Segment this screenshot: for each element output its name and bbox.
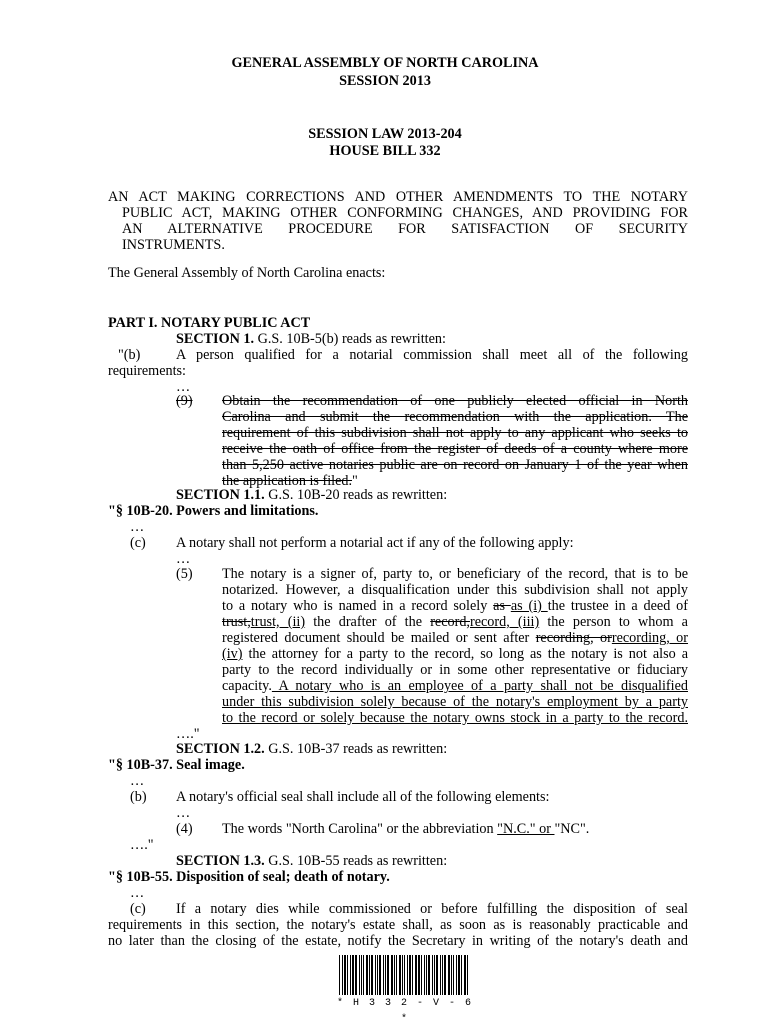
subsection-c-line-2: requirements in this section, the notary's estate shall, as soon as is reasonably practicable and [108, 917, 688, 933]
section-1-3-label: SECTION 1.3. [176, 853, 265, 869]
barcode-bar [361, 955, 362, 995]
closing-quote: " [352, 473, 358, 489]
inserted-text: A notary who is an employee of a party shall not be disqualified [271, 678, 688, 694]
barcode-bar [402, 955, 403, 995]
act-title-line-3: AN ALTERNATIVE PROCEDURE FOR SATISFACTION OF SECURITY [122, 221, 688, 237]
subsection-c-line-3: no later than the closing of the estate, notify the Secretary in writing of the notary's death and [108, 933, 688, 949]
barcode-bar [458, 955, 460, 995]
inserted-text: "N.C." or [497, 821, 555, 837]
inserted-text: record, (iii) [469, 614, 540, 630]
item-5-number: (5) [176, 566, 193, 582]
ellipsis: … [176, 379, 191, 395]
section-1-2-intro [176, 741, 447, 757]
barcode-bar [451, 955, 452, 995]
section-10b-37-heading: "§ 10B-37. Seal image. [108, 757, 245, 773]
text-run: the drafter of the [305, 614, 431, 630]
subsection-c-number: (c) [130, 535, 146, 551]
barcode-bar [426, 955, 427, 995]
subsection-b-number: (b) [130, 789, 147, 805]
subsection-b-line-2: requirements: [108, 363, 187, 379]
barcode-bar [352, 955, 354, 995]
barcode-bar [377, 955, 378, 995]
enacting-clause: The General Assembly of North Carolina enacts: [108, 265, 386, 281]
barcode-bar [415, 955, 417, 995]
assembly-title: GENERAL ASSEMBLY OF NORTH CAROLINA [231, 55, 539, 71]
ellipsis: … [130, 773, 145, 789]
barcode-bar [434, 955, 435, 995]
barcode-bar [399, 955, 401, 995]
deleted-text: as [493, 598, 511, 614]
section-1-1-text: G.S. 10B-20 reads as rewritten: [264, 487, 448, 503]
session-law-number: SESSION LAW 2013-204 [308, 126, 462, 142]
law-identifier [0, 126, 770, 160]
act-title-line-2: PUBLIC ACT, MAKING OTHER CONFORMING CHANGES, AND PROVIDING FOR [122, 205, 688, 221]
item-5-text [222, 566, 688, 726]
deleted-text: trust, [222, 614, 251, 630]
text-run: the person to whom a [539, 614, 688, 630]
section-1-2-text: G.S. 10B-37 reads as rewritten: [264, 741, 448, 757]
barcode-bar [342, 955, 343, 995]
house-bill-number: HOUSE BILL 332 [329, 143, 441, 159]
item-9-line: Obtain the recommendation of one publicly elected official in North [222, 393, 688, 409]
barcode-bar [448, 955, 450, 995]
section-1-2-label: SECTION 1.2. [176, 741, 265, 757]
barcode-bar [428, 955, 430, 995]
item-9-line: than 5,250 active notaries public are on record on January 1 of the year when [222, 457, 688, 473]
barcode-bar [453, 955, 454, 995]
barcode-bar [456, 955, 457, 995]
item-5-line [222, 614, 688, 630]
item-5-line: under this subdivision solely because of the notary's employment by a party [222, 694, 688, 710]
item-9-number: (9) [176, 393, 193, 409]
barcode-bar [404, 955, 405, 995]
inserted-text: trust, (ii) [250, 614, 306, 630]
section-1-3-text: G.S. 10B-55 reads as rewritten: [264, 853, 448, 869]
barcode-bar [412, 955, 413, 995]
item-4-text [222, 821, 589, 837]
text-run: the trustee in a deed of [547, 598, 688, 614]
barcode-bar [464, 955, 466, 995]
item-5-line: to the record or solely because the notary owns stock in a party to the record. [222, 710, 688, 726]
section-1-label: SECTION 1. [176, 331, 255, 347]
ellipsis: … [176, 805, 191, 821]
section-10b-55-heading: "§ 10B-55. Disposition of seal; death of notary. [108, 869, 390, 885]
document-header [0, 54, 770, 90]
item-9-line: requirement of this subdivision shall not apply to any applicant who seeks to [222, 425, 688, 441]
deleted-text: record, [430, 614, 470, 630]
barcode-bar [394, 955, 395, 995]
item-4-number: (4) [176, 821, 193, 837]
barcode-bar [467, 955, 468, 995]
item-9-text [222, 393, 688, 473]
ellipsis: … [130, 885, 145, 901]
subsection-c-text: A notary shall not perform a notarial act if any of the following apply: [176, 535, 574, 551]
barcode-bar [355, 955, 357, 995]
barcode-bar [379, 955, 381, 995]
barcode-bar [350, 955, 351, 995]
section-1-1-intro [176, 487, 447, 503]
barcode-bar [396, 955, 397, 995]
barcode-bar [436, 955, 438, 995]
barcode-bar [409, 955, 411, 995]
text-run: the attorney for a party to the record, so long as the notary is not also a [242, 646, 688, 662]
barcode-bar [391, 955, 393, 995]
item-5-line [222, 646, 688, 662]
part-heading: PART I. NOTARY PUBLIC ACT [108, 315, 311, 331]
barcode-bar [407, 955, 408, 995]
ellipsis: … [176, 551, 191, 567]
closing-ellipsis: …." [176, 726, 200, 742]
session-title: SESSION 2013 [339, 73, 431, 89]
item-5-line [222, 678, 688, 694]
barcode-bar [344, 955, 346, 995]
subsection-c-line-1: If a notary dies while commissioned or before fulfilling the disposition of seal [176, 901, 688, 917]
text-run: registered document should be mailed or sent after [222, 630, 536, 646]
section-1-3-intro [176, 853, 447, 869]
item-5-line [222, 630, 688, 646]
barcode-bar [366, 955, 368, 995]
barcode-bar [383, 955, 384, 995]
ellipsis: … [130, 519, 145, 535]
item-5-line [222, 598, 688, 614]
text-run: The words "North Carolina" or the abbreviation [222, 821, 498, 837]
text-run: capacity. [222, 678, 272, 694]
barcode-text: * H 3 3 2 - V - 6 * [336, 998, 474, 1025]
barcode-bar [461, 955, 462, 995]
barcode-bar [347, 955, 348, 995]
subsection-b-line-1: A person qualified for a notarial commission shall meet all of the following [176, 347, 688, 363]
section-10b-20-heading: "§ 10B-20. Powers and limitations. [108, 503, 319, 519]
barcode-bar [371, 955, 373, 995]
act-title-line-1: AN ACT MAKING CORRECTIONS AND OTHER AMENDMENTS TO THE NOTARY [108, 189, 688, 205]
barcode [339, 955, 471, 995]
section-1-intro [176, 331, 446, 347]
text-run: to a notary who is named in a record solely [222, 598, 494, 614]
barcode-bar [424, 955, 425, 995]
barcode-bar [363, 955, 364, 995]
section-1-text: G.S. 10B-5(b) reads as rewritten: [254, 331, 446, 347]
deleted-text: recording, or [535, 630, 612, 646]
barcode-bar [339, 955, 340, 995]
act-title-line-4: INSTRUMENTS. [122, 237, 225, 253]
section-1-1-label: SECTION 1.1. [176, 487, 265, 503]
item-9-line: receive the oath of office from the register of deeds of a county where more [222, 441, 688, 457]
item-9-line: the application is filed. [222, 473, 353, 489]
barcode-bar [375, 955, 376, 995]
item-9-line: Carolina and submit the recommendation with the application. The [222, 409, 688, 425]
barcode-bar [442, 955, 443, 995]
inserted-text: recording, or [611, 630, 689, 646]
inserted-text: (iv) [222, 646, 243, 662]
barcode-bar [432, 955, 433, 995]
text-run: "NC". [554, 821, 590, 837]
item-5-line: notarized. However, a disqualification under this subdivision shall not apply [222, 582, 688, 598]
barcode-bar [387, 955, 389, 995]
inserted-text: as (i) [510, 598, 548, 614]
closing-ellipsis: …." [130, 837, 154, 853]
barcode-bar [369, 955, 370, 995]
barcode-bar [440, 955, 441, 995]
subsection-b-number: "(b) [118, 347, 141, 363]
barcode-bar [421, 955, 422, 995]
barcode-bar [359, 955, 360, 995]
barcode-bar [418, 955, 420, 995]
barcode-bar [385, 955, 386, 995]
barcode-bar [444, 955, 446, 995]
item-5-line: The notary is a signer of, party to, or beneficiary of the record, that is to be [222, 566, 688, 582]
subsection-c-number: (c) [130, 901, 146, 917]
item-5-line: party to the record individually or in some other representative or fiduciary [222, 662, 688, 678]
subsection-b-text: A notary's official seal shall include all of the following elements: [176, 789, 550, 805]
